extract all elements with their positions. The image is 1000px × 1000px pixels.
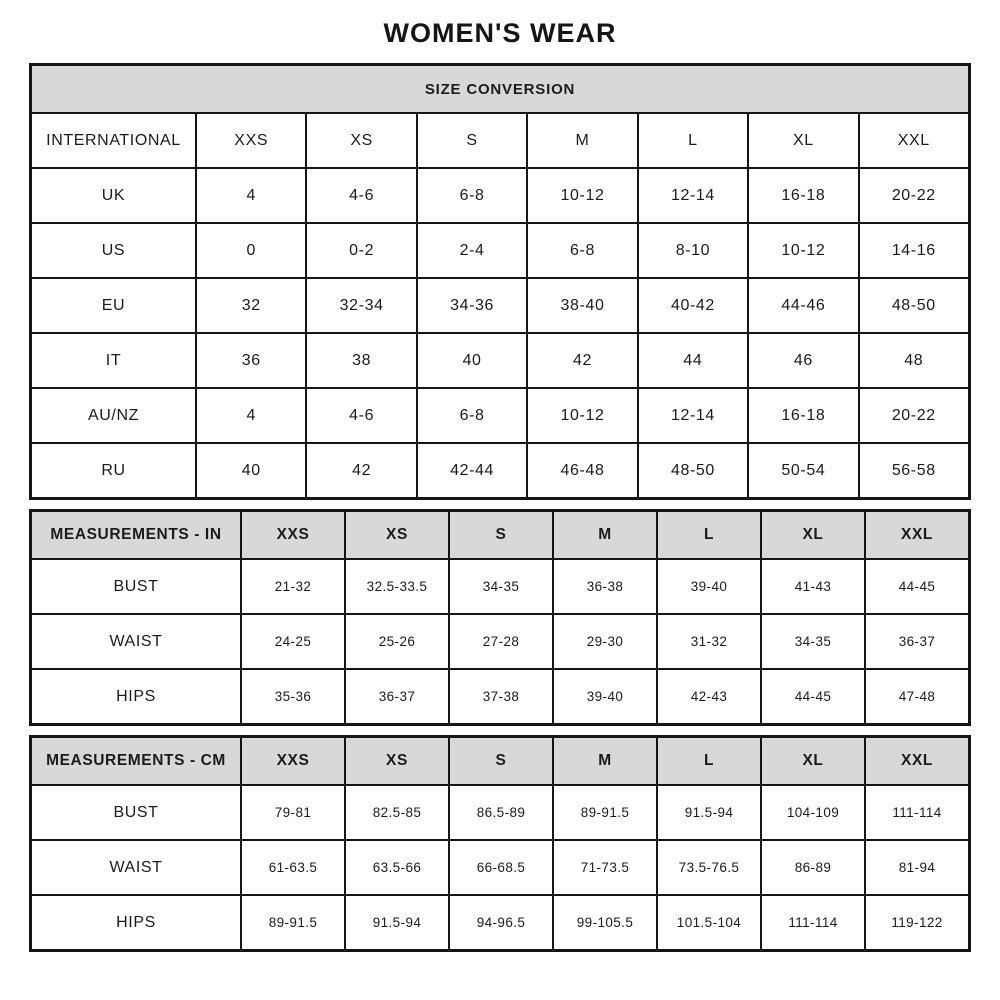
table-cell: 44 (637, 334, 747, 387)
table-cell: 6-8 (416, 169, 526, 222)
table-cell: 32.5-33.5 (344, 560, 448, 613)
table-cell: 66-68.5 (448, 841, 552, 894)
table-cell: 48-50 (858, 279, 968, 332)
table-row-bust-cm (32, 784, 968, 839)
table-cell: 89-91.5 (552, 786, 656, 839)
table-cell: 46-48 (526, 444, 636, 497)
table-cell: 29-30 (552, 615, 656, 668)
column-header: XL (760, 512, 864, 558)
row-label: RU (101, 461, 126, 479)
table-cell: 32 (195, 279, 305, 332)
table-cell: 4 (195, 389, 305, 442)
table-cell: 8-10 (637, 224, 747, 277)
row-label: AU/NZ (88, 406, 139, 424)
table-cell: 39-40 (552, 670, 656, 723)
measurements-in-header-row (32, 512, 968, 558)
table-row-aunz (32, 387, 968, 442)
table-cell: 71-73.5 (552, 841, 656, 894)
table-cell: XXL (858, 114, 968, 167)
table-row-waist-cm (32, 839, 968, 894)
measurements-cm-title: MEASUREMENTS - CM (46, 752, 226, 769)
table-row-hips-cm (32, 894, 968, 949)
table-cell: 40 (195, 444, 305, 497)
column-header: M (552, 738, 656, 784)
table-cell: 101.5-104 (656, 896, 760, 949)
table-cell: 36 (195, 334, 305, 387)
table-cell: 0-2 (305, 224, 415, 277)
table-cell: 41-43 (760, 560, 864, 613)
table-cell: 111-114 (760, 896, 864, 949)
table-row-us (32, 222, 968, 277)
table-row-uk (32, 167, 968, 222)
table-cell: 56-58 (858, 444, 968, 497)
table-cell: 36-37 (864, 615, 968, 668)
column-header: XL (760, 738, 864, 784)
table-cell: 86-89 (760, 841, 864, 894)
table-cell: 6-8 (526, 224, 636, 277)
table-cell: 40-42 (637, 279, 747, 332)
table-cell: L (637, 114, 747, 167)
table-cell: 91.5-94 (344, 896, 448, 949)
table-cell: 16-18 (747, 169, 857, 222)
column-header: S (448, 738, 552, 784)
table-cell: XL (747, 114, 857, 167)
table-cell: 20-22 (858, 389, 968, 442)
table-cell: 111-114 (864, 786, 968, 839)
table-cell: 12-14 (637, 169, 747, 222)
size-conversion-header: SIZE CONVERSION (32, 66, 968, 112)
measurements-cm-table (29, 735, 971, 952)
table-cell: XXS (195, 114, 305, 167)
table-cell: 35-36 (240, 670, 344, 723)
table-cell: 34-36 (416, 279, 526, 332)
measurements-in-table (29, 509, 971, 726)
table-cell: 38 (305, 334, 415, 387)
size-conversion-table (29, 63, 971, 500)
table-cell: 99-105.5 (552, 896, 656, 949)
column-header: XXL (864, 512, 968, 558)
measurements-cm-header-row (32, 738, 968, 784)
table-cell: 21-32 (240, 560, 344, 613)
column-header: XS (344, 738, 448, 784)
row-label: BUST (113, 803, 159, 821)
table-cell: 10-12 (526, 389, 636, 442)
table-row-waist-in (32, 613, 968, 668)
table-cell: 14-16 (858, 224, 968, 277)
table-cell: 50-54 (747, 444, 857, 497)
column-header: S (448, 512, 552, 558)
row-label: IT (105, 351, 122, 369)
table-cell: 37-38 (448, 670, 552, 723)
column-header: M (552, 512, 656, 558)
row-label: US (101, 241, 126, 259)
table-cell: 42 (526, 334, 636, 387)
table-cell: 79-81 (240, 786, 344, 839)
table-cell: 89-91.5 (240, 896, 344, 949)
table-cell: 44-45 (760, 670, 864, 723)
measurements-in-title: MEASUREMENTS - IN (50, 526, 222, 543)
table-cell: 63.5-66 (344, 841, 448, 894)
table-cell: 0 (195, 224, 305, 277)
table-cell: 48-50 (637, 444, 747, 497)
table-row-it (32, 332, 968, 387)
table-row-international (32, 112, 968, 167)
table-cell: 4-6 (305, 169, 415, 222)
table-cell: S (416, 114, 526, 167)
table-cell: 38-40 (526, 279, 636, 332)
table-cell: 36-38 (552, 560, 656, 613)
row-label: WAIST (109, 632, 163, 650)
row-label: UK (101, 186, 126, 204)
row-label: WAIST (109, 858, 163, 876)
table-cell: 31-32 (656, 615, 760, 668)
table-cell: 42-43 (656, 670, 760, 723)
column-header: L (656, 512, 760, 558)
table-cell: 32-34 (305, 279, 415, 332)
table-cell: 6-8 (416, 389, 526, 442)
table-cell: 36-37 (344, 670, 448, 723)
table-cell: 81-94 (864, 841, 968, 894)
row-label: HIPS (116, 913, 156, 931)
table-cell: 20-22 (858, 169, 968, 222)
table-cell: 48 (858, 334, 968, 387)
table-cell: 24-25 (240, 615, 344, 668)
table-cell: 4-6 (305, 389, 415, 442)
table-cell: 2-4 (416, 224, 526, 277)
table-cell: 27-28 (448, 615, 552, 668)
table-cell: 119-122 (864, 896, 968, 949)
table-cell: 91.5-94 (656, 786, 760, 839)
table-cell: 34-35 (448, 560, 552, 613)
table-cell: XS (305, 114, 415, 167)
table-cell: 104-109 (760, 786, 864, 839)
table-cell: 46 (747, 334, 857, 387)
row-label: INTERNATIONAL (46, 131, 181, 149)
table-cell: 86.5-89 (448, 786, 552, 839)
table-cell: M (526, 114, 636, 167)
table-cell: 44-46 (747, 279, 857, 332)
table-cell: 61-63.5 (240, 841, 344, 894)
table-cell: 82.5-85 (344, 786, 448, 839)
table-cell: 44-45 (864, 560, 968, 613)
row-label: BUST (113, 577, 159, 595)
table-cell: 10-12 (747, 224, 857, 277)
table-row-hips-in (32, 668, 968, 723)
table-cell: 42 (305, 444, 415, 497)
table-cell: 42-44 (416, 444, 526, 497)
table-row-bust-in (32, 558, 968, 613)
column-header: L (656, 738, 760, 784)
table-cell: 94-96.5 (448, 896, 552, 949)
table-row-ru (32, 442, 968, 497)
table-cell: 47-48 (864, 670, 968, 723)
column-header: XS (344, 512, 448, 558)
table-cell: 39-40 (656, 560, 760, 613)
column-header: XXL (864, 738, 968, 784)
table-row-eu (32, 277, 968, 332)
table-cell: 25-26 (344, 615, 448, 668)
table-cell: 40 (416, 334, 526, 387)
table-cell: 4 (195, 169, 305, 222)
table-cell: 12-14 (637, 389, 747, 442)
table-cell: 16-18 (747, 389, 857, 442)
column-header: XXS (240, 512, 344, 558)
column-header: XXS (240, 738, 344, 784)
row-label: EU (101, 296, 126, 314)
table-cell: 10-12 (526, 169, 636, 222)
page-title: WOMEN'S WEAR (383, 18, 617, 48)
row-label: HIPS (116, 687, 156, 705)
table-cell: 73.5-76.5 (656, 841, 760, 894)
table-cell: 34-35 (760, 615, 864, 668)
